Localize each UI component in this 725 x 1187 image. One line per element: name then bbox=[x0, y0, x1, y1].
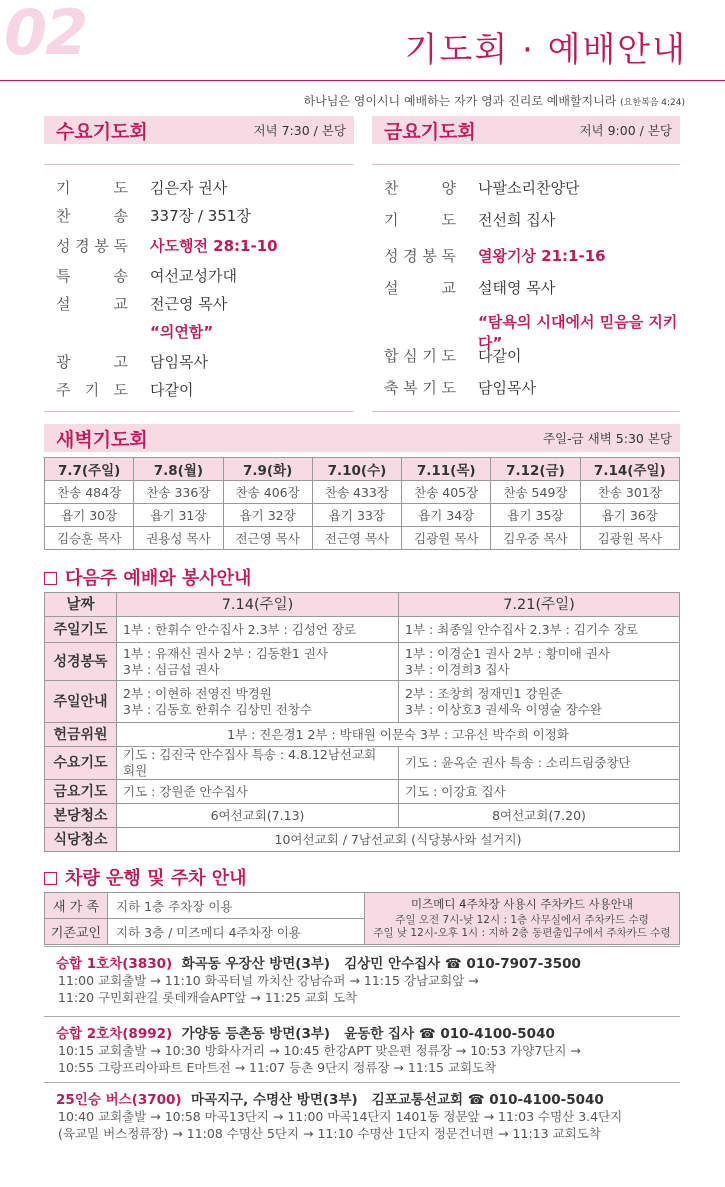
dawn-hymn: 찬송 406장 bbox=[223, 481, 312, 504]
row-label: 주일안내 bbox=[45, 681, 117, 723]
new-family-parking: 지하 1층 주차장 이용 bbox=[108, 893, 365, 919]
dawn-hymn: 찬송 336장 bbox=[134, 481, 223, 504]
dawn-hymn: 찬송 405장 bbox=[402, 481, 491, 504]
page-title: 기도회 · 예배안내 bbox=[404, 30, 687, 70]
order-label: 축 복 기 도 bbox=[384, 379, 456, 397]
usher-b: 2부 : 조창희 정재민1 강원준 3부 : 이상호3 권세욱 이영술 장수완 bbox=[399, 681, 680, 723]
row-label: 식당청소 bbox=[45, 828, 117, 852]
dawn-hymn: 찬송 433장 bbox=[312, 481, 401, 504]
checkbox-icon bbox=[44, 572, 57, 585]
bus-route-2: 승합 2호차(8992) 가양동 등촌동 방면(3부) 윤동한 집사 ☎ 010-4100-5040 10:15 교회출발 → 10:30 방화사거리 → 10:45 한강APT 맞은편 정류장 → 10:53 가양7단지 → 10:55 그랑프리아파트 E마트전 → 11:07 등촌 9단지 정류장 → 11:15 교회도착 bbox=[56, 1026, 581, 1075]
date-a: 7.14(주일) bbox=[117, 593, 399, 617]
scripture-reading-a: 1부 : 유재신 권사 2부 : 김동환1 권사 3부 : 심금섭 권사 bbox=[117, 643, 399, 681]
row-label: 성경봉독 bbox=[45, 643, 117, 681]
bus-route-1: 승합 1호차(3830) 화곡동 우장산 방면(3부) 김상민 안수집사 ☎ 010-7907-3500 11:00 교회출발 → 11:10 화곡터널 까치산 강남슈퍼 → 11:15 강남교회앞 → 11:20 구민회관길 롯데캐슬APT앞 → 11:25 교회 도착 bbox=[56, 956, 581, 1005]
car-heading: 차량 운행 및 주차 안내 bbox=[44, 864, 247, 890]
title-divider bbox=[0, 80, 725, 81]
wed-prayer-a: 기도 : 김진국 안수집사 특송 : 4.8.12남선교회 회원 bbox=[117, 747, 399, 780]
order-value: “탐욕의 시대에서 믿음을 지키다” bbox=[478, 313, 678, 352]
dawn-section-header bbox=[44, 424, 680, 452]
order-value: 김은자 권사 bbox=[150, 179, 228, 197]
fri-prayer-b: 기도 : 이강효 집사 bbox=[399, 780, 680, 804]
dawn-date: 7.14(주일) bbox=[580, 458, 679, 481]
row-label: 금요기도 bbox=[45, 780, 117, 804]
dawn-scripture: 욥기 31장 bbox=[134, 504, 223, 527]
order-value: 나팔소리찬양단 bbox=[478, 179, 580, 197]
order-label: 성 경 봉 독 bbox=[384, 247, 456, 265]
order-label: 광 고 bbox=[56, 353, 128, 371]
parking-card-panel: 미즈메디 4주차장 사용시 주차카드 사용안내 주일 오전 7시-낮 12시 : 1층 사무실에서 주차카드 수령 주일 낮 12시-오후 1시 : 지하 2층 동편출입구에서 주차카드 수령 bbox=[365, 893, 680, 945]
order-value: 사도행전 28:1-10 bbox=[150, 237, 278, 255]
dawn-time: 주일-금 새벽 5:30 본당 bbox=[542, 431, 672, 446]
bus-name: 승합 1호차(3830) bbox=[56, 956, 173, 972]
order-value: 337장 / 351장 bbox=[150, 207, 251, 225]
fri-time: 저녁 9:00 / 본당 bbox=[579, 123, 672, 138]
fri-section-header bbox=[372, 116, 680, 144]
wed-time: 저녁 7:30 / 본당 bbox=[253, 123, 346, 138]
order-value: 열왕기상 21:1-16 bbox=[478, 247, 606, 265]
dawn-preacher: 김광원 목사 bbox=[580, 527, 679, 550]
date-b: 7.21(주일) bbox=[399, 593, 680, 617]
divider bbox=[44, 1082, 680, 1083]
dawn-scripture: 욥기 32장 bbox=[223, 504, 312, 527]
next-week-table bbox=[44, 592, 680, 852]
dawn-preacher: 권용성 목사 bbox=[134, 527, 223, 550]
sanctuary-cleaning-b: 8여선교회(7.20) bbox=[399, 804, 680, 828]
order-label: 성 경 봉 독 bbox=[56, 237, 128, 255]
order-label: 설 교 bbox=[56, 295, 128, 313]
row-label: 주일기도 bbox=[45, 617, 117, 643]
bus-name: 승합 2호차(8992) bbox=[56, 1026, 173, 1042]
panel-title: 미즈메디 4주차장 사용시 주차카드 사용안내 bbox=[411, 896, 633, 911]
order-label: 찬 양 bbox=[384, 179, 456, 197]
order-label: 찬 송 bbox=[56, 207, 128, 225]
order-label: 특 송 bbox=[56, 267, 128, 285]
member-label: 기존교인 bbox=[45, 919, 108, 945]
order-label: 합 심 기 도 bbox=[384, 347, 456, 365]
scripture-verse: 하나님은 영이시니 예배하는 자가 영과 진리로 예배할지니라 (요한복음 4:24) bbox=[303, 94, 685, 108]
row-label: 수요기도 bbox=[45, 747, 117, 780]
order-value: 다같이 bbox=[150, 381, 194, 399]
order-value: 전선희 집사 bbox=[478, 211, 556, 229]
dawn-scripture: 욥기 33장 bbox=[312, 504, 401, 527]
dawn-scripture: 욥기 35장 bbox=[491, 504, 580, 527]
dawn-hymn: 찬송 484장 bbox=[45, 481, 134, 504]
scripture-reading-b: 1부 : 이경순1 권사 2부 : 황미애 권사 3부 : 이경희3 집사 bbox=[399, 643, 680, 681]
phone-number: ☎ 010-4100-5040 bbox=[467, 1092, 604, 1108]
divider bbox=[44, 946, 680, 947]
checkbox-icon bbox=[44, 872, 57, 885]
dawn-title: 새벽기도회 bbox=[56, 428, 148, 451]
dawn-hymn: 찬송 301장 bbox=[580, 481, 679, 504]
dawn-table bbox=[44, 457, 680, 550]
phone-number: ☎ 010-4100-5040 bbox=[418, 1026, 555, 1042]
sunday-prayer-b: 1부 : 최종일 안수집사 2.3부 : 김기수 장로 bbox=[399, 617, 680, 643]
wed-title: 수요기도회 bbox=[56, 120, 148, 143]
sunday-prayer-a: 1부 : 한휘수 안수집사 2.3부 : 김성언 장로 bbox=[117, 617, 399, 643]
wed-order bbox=[44, 164, 354, 412]
dawn-scripture: 욥기 30장 bbox=[45, 504, 134, 527]
dawn-preacher: 전근영 목사 bbox=[312, 527, 401, 550]
divider bbox=[44, 1016, 680, 1017]
bus-name: 25인승 버스(3700) bbox=[56, 1092, 182, 1108]
next-week-heading: 다음주 예배와 봉사안내 bbox=[44, 564, 251, 590]
fri-prayer-a: 기도 : 강원준 안수집사 bbox=[117, 780, 399, 804]
wed-section-header bbox=[44, 116, 354, 144]
dawn-date: 7.10(수) bbox=[312, 458, 401, 481]
fri-title: 금요기도회 bbox=[384, 120, 476, 143]
parking-table bbox=[44, 892, 680, 945]
cafeteria-cleaning: 10여선교회 / 7남선교회 (식당봉사와 설거지) bbox=[117, 828, 680, 852]
dawn-date: 7.9(화) bbox=[223, 458, 312, 481]
phone-number: ☎ 010-7907-3500 bbox=[444, 956, 581, 972]
order-label: 주 기 도 bbox=[56, 381, 128, 399]
bus-route-3: 25인승 버스(3700) 마곡지구, 수명산 방면(3부) 김포교통선교회 ☎ 010-4100-5040 10:40 교회출발 → 10:58 마곡13단지 → 11:00 마곡14단지 1401동 정문앞 → 11:03 수명산 3.4단지 (육교밑 버스정류장) → 11:08 수명산 5단지 → 11:10 수명산 1단지 정문건너편 → 11:13 교회도착 bbox=[56, 1092, 623, 1141]
usher-a: 2부 : 이현하 전영진 박경원 3부 : 김동호 한휘수 김상민 전창수 bbox=[117, 681, 399, 723]
order-value: 담임목사 bbox=[478, 379, 536, 397]
fri-order bbox=[372, 164, 680, 412]
dawn-preacher: 김광원 목사 bbox=[402, 527, 491, 550]
offering-committee: 1부 : 진은경1 2부 : 박태원 이문숙 3부 : 고유신 박수희 이정화 bbox=[117, 723, 680, 747]
dawn-date: 7.8(월) bbox=[134, 458, 223, 481]
order-value: 설태영 목사 bbox=[478, 279, 556, 297]
verse-reference: (요한복음 4:24) bbox=[620, 98, 685, 108]
dawn-preacher: 전근영 목사 bbox=[223, 527, 312, 550]
sanctuary-cleaning-a: 6여선교회(7.13) bbox=[117, 804, 399, 828]
order-label: 기 도 bbox=[384, 211, 456, 229]
order-value: 전근영 목사 bbox=[150, 295, 228, 313]
dawn-scripture: 욥기 34장 bbox=[402, 504, 491, 527]
dawn-date: 7.11(목) bbox=[402, 458, 491, 481]
dawn-preacher: 김승훈 목사 bbox=[45, 527, 134, 550]
dawn-date: 7.7(주일) bbox=[45, 458, 134, 481]
dawn-preacher: 김우중 목사 bbox=[491, 527, 580, 550]
order-value: “의연함” bbox=[150, 323, 214, 341]
order-label: 기 도 bbox=[56, 179, 128, 197]
order-value: 담임목사 bbox=[150, 353, 208, 371]
dawn-scripture: 욥기 36장 bbox=[580, 504, 679, 527]
row-label: 본당청소 bbox=[45, 804, 117, 828]
dawn-date: 7.12(금) bbox=[491, 458, 580, 481]
member-parking: 지하 3층 / 미즈메디 4주차장 이용 bbox=[108, 919, 365, 945]
order-value: 여선교성가대 bbox=[150, 267, 237, 285]
row-label: 헌금위원 bbox=[45, 723, 117, 747]
order-label: 설 교 bbox=[384, 279, 456, 297]
new-family-label: 새 가 족 bbox=[45, 893, 108, 919]
page-number: 02 bbox=[4, 0, 87, 69]
date-label: 날짜 bbox=[45, 593, 117, 617]
wed-prayer-b: 기도 : 윤옥순 권사 특송 : 소리드림중창단 bbox=[399, 747, 680, 780]
order-value: 다같이 bbox=[478, 347, 522, 365]
dawn-hymn: 찬송 549장 bbox=[491, 481, 580, 504]
